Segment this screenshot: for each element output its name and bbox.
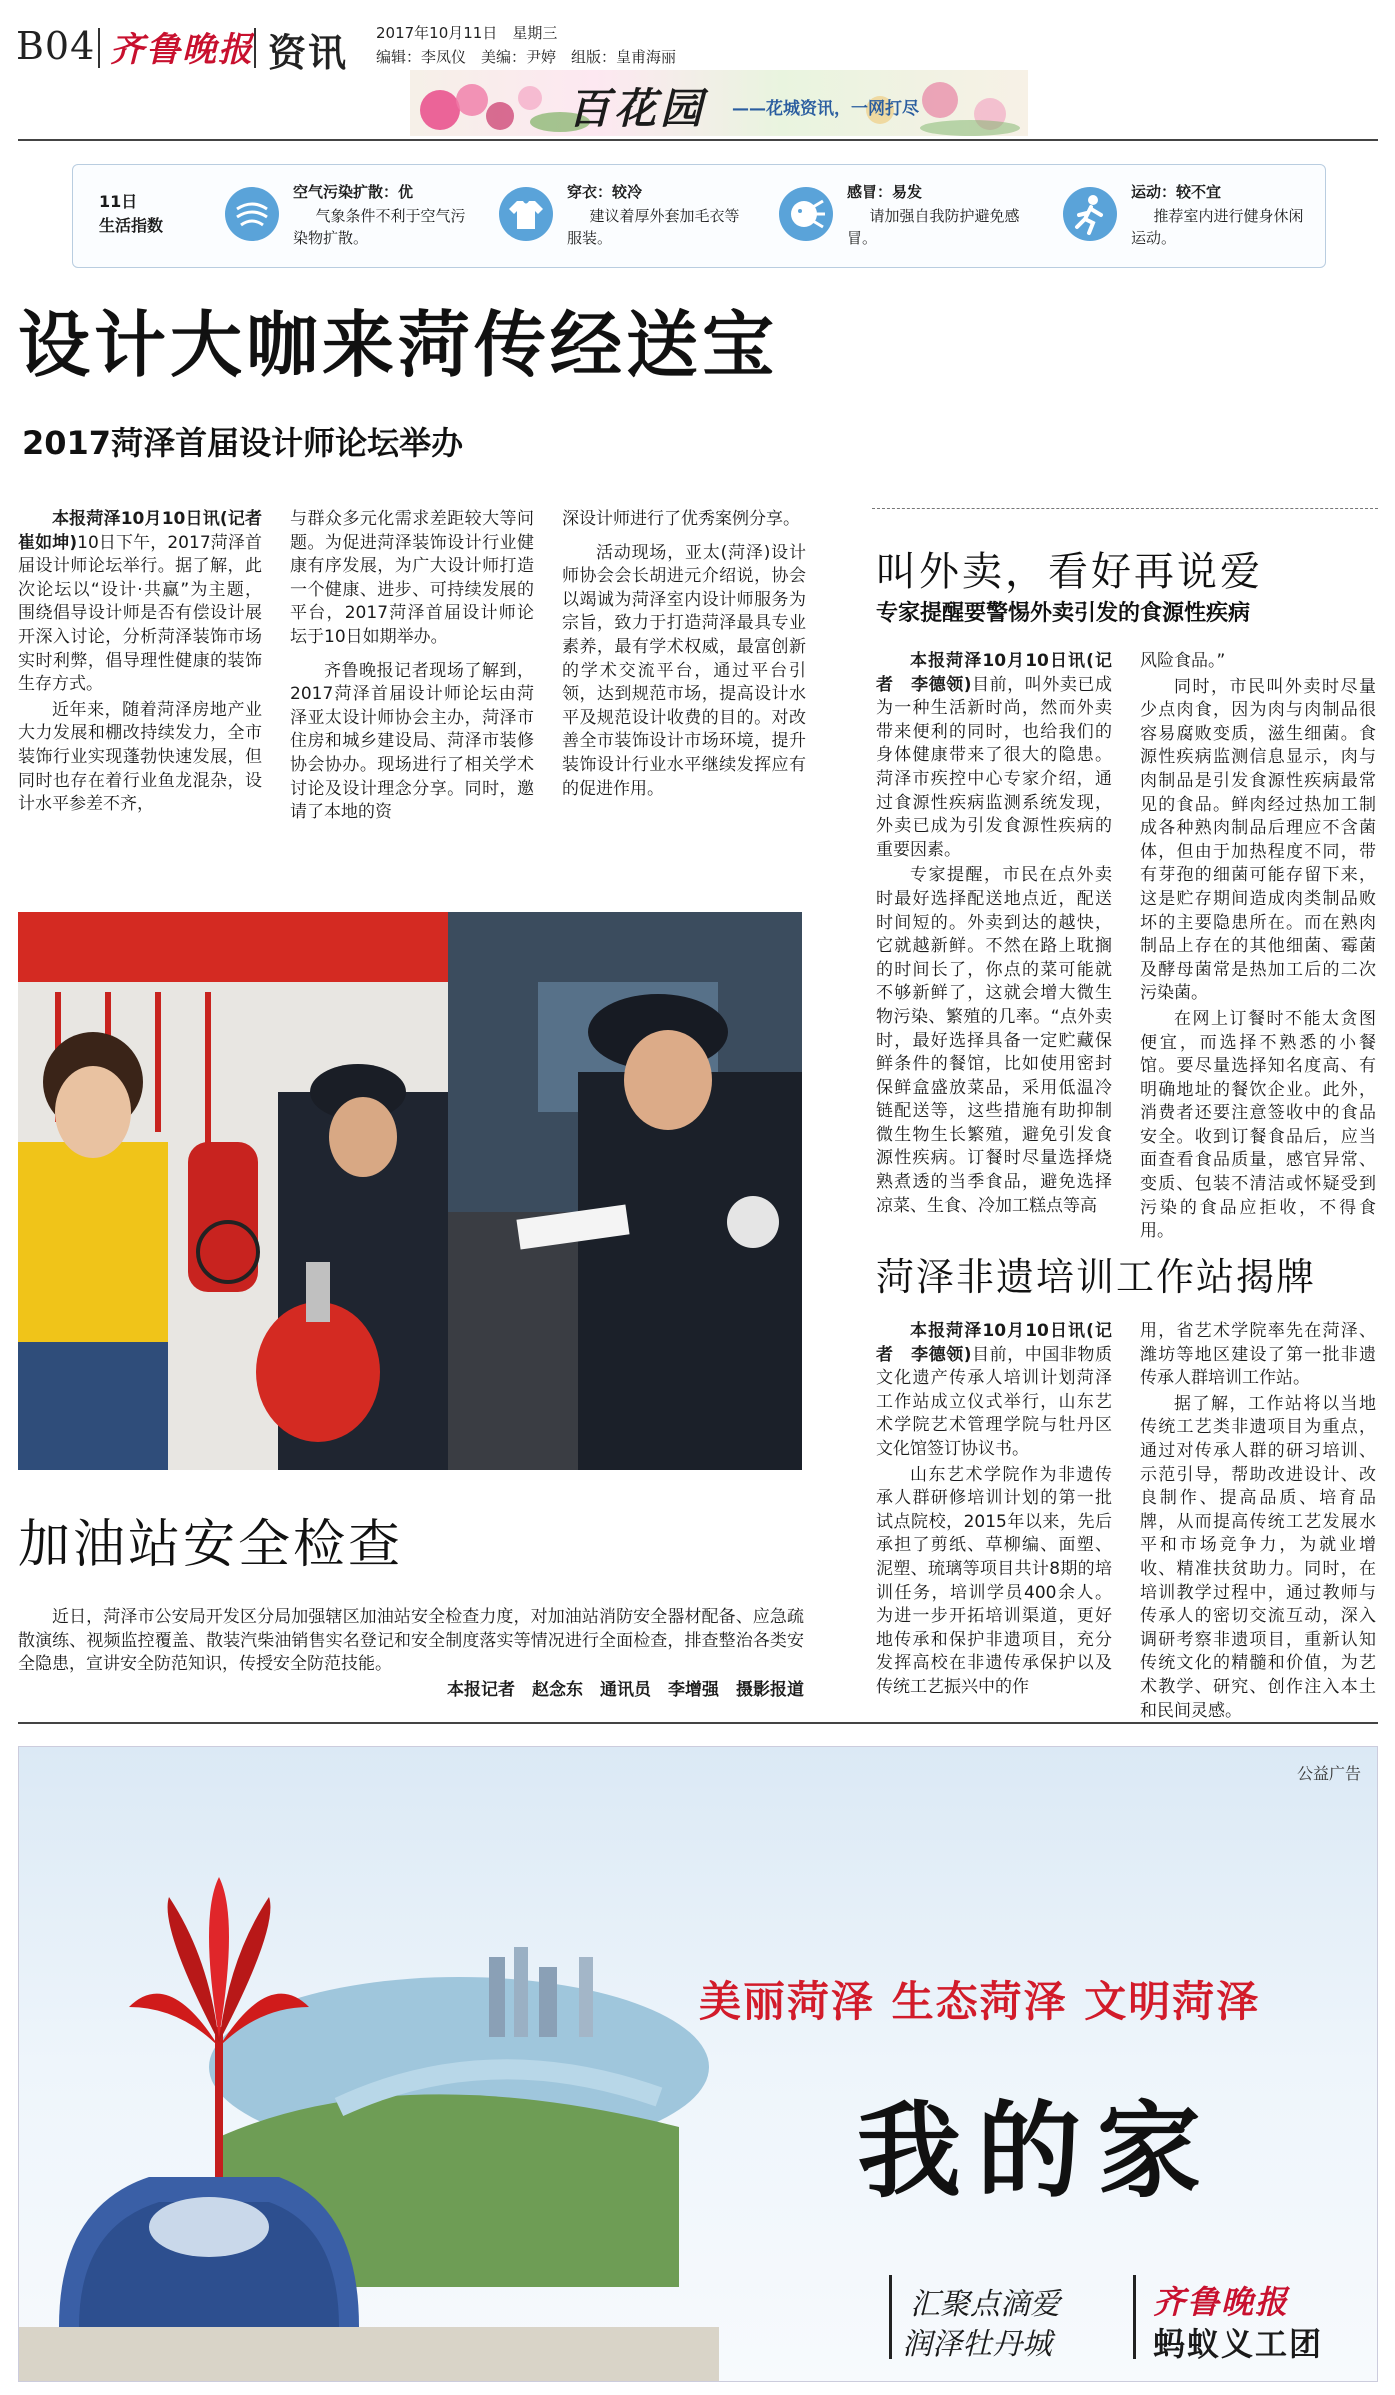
- air-title: 空气污染扩散：优: [293, 183, 414, 201]
- article3-col1: [876, 1320, 1112, 1700]
- ad-footer-left-2: 润泽牡丹城: [902, 2327, 1052, 2362]
- article1-col1b-text: 近年来，随着菏泽房地产业大力发展和棚改持续发力，全市装饰行业实现蓬勃快速发展，但同时也存在着行业鱼龙混杂，设计水平参差不齐，: [18, 699, 262, 815]
- article1-lead-paragraph: [18, 508, 279, 697]
- article2-col1b-text: 专家提醒，市民在点外卖时最好选择配送地点近，配送时间短的。外卖到达的越快，它就越新鲜。不然在路上耽搁的时间长了，你点的菜可能就不够新鲜了，这就会增大微生物污染、繁殖的几率。“点外卖时，最好选择具备一定贮藏保鲜条件的餐馆，比如使用密封保鲜盒盛放菜品，采用低温冷链配送等，这些措施有助抑制微生物生长繁殖，避免引发食源性疾病。订餐时尽量选择烧熟煮透的当季食品，避免选择凉菜、生食、冷加工糕点等高: [876, 865, 1112, 1216]
- article2-col1: [876, 650, 1112, 1218]
- photo-story-text: 近日，菏泽市公安局开发区分局加强辖区加油站安全检查力度，对加油站消防安全器材配备、应急疏散演练、视频监控覆盖、散装汽柴油销售实名登记和安全制度落实等情况进行全面检查，排查整治各类安全隐患，宣讲安全防范知识，传授安全防范技能。: [18, 1607, 804, 1675]
- article2-subhead: 专家提醒要警惕外卖引发的食源性疾病: [876, 601, 1251, 626]
- article1-col1-text: 10日下午，2017菏泽首届设计师论坛举行。据了解，此次论坛以“设计·共赢”为主题，围绕倡导设计师是否有偿设计展开深入讨论，分析菏泽装饰市场实时利弊，倡导理性健康的装饰生存方式。: [18, 532, 262, 695]
- article3-col1b-text: 山东艺术学院作为非遗传承人群研修培训计划的第一批试点院校，2015年以来，先后承担了剪纸、草柳编、面塑、泥塑、琉璃等项目共计8期的培训任务，培训学员400余人。为进一步开拓培训渠道，更好地传承和保护非遗项目，充分发挥高校在非遗传承保护以及传统工艺振兴中的作: [876, 1464, 1112, 1697]
- photo-story-credit: 本报记者 赵念东 通讯员 李增强 摄影报道: [447, 1679, 804, 1700]
- header-divider: [98, 28, 100, 68]
- ad-top-rule: [18, 1722, 1378, 1724]
- article2-col2-text: 风险食品。”: [1140, 651, 1226, 671]
- article2-col2c-text: 在网上订餐时不能太贪图便宜，而选择不熟悉的小餐馆。要尽量选择知名度高、有明确地址的餐饮企业。此外，消费者还要注意签收中的食品安全。收到订餐食品后，应当面查看食品质量，感官异常、变质、包装不清洁或怀疑受到污染的食品应拒收，不得食用。: [1140, 1008, 1376, 1242]
- gas-station-photo: [18, 912, 802, 1470]
- public-ad: [18, 1746, 1378, 2382]
- article1-col2b-text: 齐鲁晚报记者现场了解到，2017菏泽首届设计师论坛由菏泽亚太设计师协会主办，菏泽市住房和城乡建设局、菏泽市装修协会协办。现场进行了相关学术讨论及设计理念分享。同时，邀请了本地的资: [290, 660, 534, 823]
- article2-col1-text: 目前，叫外卖已成为一种生活新时尚，然而外卖带来便利的同时，也给我们的身体健康带来了很大的隐患。菏泽市疾控中心专家介绍，通过食源性疾病监测系统发现，外卖已成为引发食源性疾病的重要因素。: [876, 674, 1112, 860]
- article2-col2b-text: 同时，市民叫外卖时尽量少点肉食，因为肉与肉制品很容易腐败变质，滋生细菌。食源性疾病监测信息显示，肉与肉制品是引发食源性疾病最常见的食品。鲜肉经过热加工制成各种熟肉制品后理应不含菌体，但由于加热程度不同，带有芽孢的细菌可能存留下来，这是贮存期间造成肉类制品败坏的主要隐患所在。而在熟肉制品上存在的其他细菌、霉菌及酵母菌常是热加工后的二次污染菌。: [1140, 676, 1376, 1004]
- cold-title: 感冒：易发: [847, 183, 923, 201]
- air-desc: 气象条件不利于空气污染物扩散。: [293, 207, 466, 247]
- run-icon: [1063, 187, 1117, 241]
- photo-story-body: [18, 1606, 804, 1702]
- clothing-title: 穿衣：较冷: [567, 183, 643, 201]
- article1-col2: [290, 508, 534, 825]
- ad-footer-left-1: 汇聚点滴爱: [910, 2287, 1060, 2322]
- shirt-icon: [499, 187, 553, 241]
- ad-footer-right: [1149, 2275, 1369, 2363]
- article3-lead: 本报菏泽10月10日讯(记者 李德领): [876, 1321, 1112, 1365]
- article3-col2-text: 用，省艺术学院率先在菏泽、潍坊等地区建设了第一批非遗传承人群培训工作站。: [1140, 1321, 1376, 1389]
- sport-desc: 推荐室内进行健身休闲运动。: [1131, 207, 1304, 247]
- page-number: B04: [16, 24, 96, 68]
- city-landscape: [19, 1807, 719, 2381]
- article3-col2: [1140, 1320, 1376, 1723]
- section-name: 资讯: [268, 31, 349, 75]
- ad-tag: 公益广告: [1296, 1764, 1361, 1783]
- article3-col1-text: 目前，中国非物质文化遗产传承人培训计划菏泽工作站成立仪式举行，山东艺术学院艺术管理学院与牡丹区文化馆签订协议书。: [876, 1344, 1112, 1459]
- sport-title: 运动：较不宜: [1131, 183, 1222, 201]
- article1-lead: 本报菏泽10月10日讯(记者 崔如坤): [18, 509, 279, 553]
- article3-lead-paragraph: [876, 1320, 1112, 1462]
- cold-icon: [779, 187, 833, 241]
- photo-story-headline: 加油站安全检查: [18, 1515, 404, 1575]
- article2-headline: 叫外卖，看好再说爱: [876, 549, 1263, 595]
- masthead-logo: 齐鲁晚报: [110, 30, 254, 70]
- article2-col2: [1140, 650, 1376, 1244]
- article2-lead: 本报菏泽10月10日讯(记者 李德领): [876, 651, 1112, 695]
- ad-footer-divider: [1133, 2275, 1136, 2359]
- banner-slogan: ——花城资讯，一网打尽: [732, 99, 919, 119]
- header-rule: [18, 139, 1378, 141]
- article3-headline: 菏泽非遗培训工作站揭牌: [876, 1255, 1317, 1299]
- article1-col1: [18, 508, 279, 817]
- article1-subhead: 2017菏泽首届设计师论坛举办: [22, 424, 464, 462]
- page-header: [0, 0, 1395, 140]
- article1-col2-text: 与群众多元化需求差距较大等问题。为促进菏泽装饰设计行业健康有序发展，为广大设计师打造一个健康、进步、可持续发展的平台，2017菏泽首届设计师论坛于10日如期举办。: [290, 509, 534, 647]
- life-index-label: 生活指数: [99, 216, 164, 235]
- air-icon: [225, 187, 279, 241]
- ad-footer-left: [889, 2275, 1122, 2362]
- article1-headline: 设计大咖来菏传经送宝: [18, 303, 779, 387]
- header-divider-2: [254, 28, 256, 68]
- ad-big-text: 我的家: [857, 2089, 1218, 2212]
- article1-col3: [562, 508, 806, 801]
- article2-lead-paragraph: [876, 650, 1112, 862]
- editor-credits: 编辑：李凤仪 美编：尹婷 组版：皇甫海丽: [376, 48, 677, 66]
- ad-footer-volunteer: 蚂蚁义工团: [1153, 2325, 1324, 2363]
- life-index-box: [72, 164, 1326, 268]
- ad-footer-masthead: 齐鲁晚报: [1153, 2283, 1290, 2321]
- issue-date: 2017年10月11日 星期三: [376, 24, 558, 42]
- article1-col3-text: 深设计师进行了优秀案例分享。: [562, 509, 800, 529]
- flower-decoration: [410, 70, 1028, 136]
- life-index-day: 11日: [99, 192, 138, 211]
- column-dashed-rule: [872, 508, 1378, 509]
- banner-title: 百花园: [568, 84, 707, 133]
- cold-desc: 请加强自我防护避免感冒。: [847, 207, 1020, 247]
- clothing-desc: 建议着厚外套加毛衣等服装。: [567, 207, 740, 247]
- article3-col2b-text: 据了解，工作站将以当地传统工艺类非遗项目为重点，通过对传承人群的研习培训、示范引导，帮助改进设计、改良制作、提高品质、培育品牌，从而提高传统工艺发展水平和市场竞争力，为就业增收、精准扶贫助力。同时，在培训教学过程中，通过教师与传承人的密切交流互动，深入调研考察非遗项目，重新认知传统文化的精髓和价值，为艺术教学、研究、创作注入本土和民间灵感。: [1140, 1393, 1376, 1721]
- article1-col3b-text: 活动现场，亚太(菏泽)设计师协会会长胡进元介绍说，协会以竭诚为菏泽室内设计师服务为宗旨，致力于打造菏泽最具专业素养，最有学术权威，最富创新的学术交流平台，通过平台引领，达到规范市场，提高设计水平及规范设计收费的目的。对改善全市装饰设计市场环境，提升装饰设计行业水平继续发挥应有的促进作用。: [562, 542, 806, 799]
- ad-slogan: 美丽菏泽 生态菏泽 文明菏泽: [699, 1977, 1261, 2026]
